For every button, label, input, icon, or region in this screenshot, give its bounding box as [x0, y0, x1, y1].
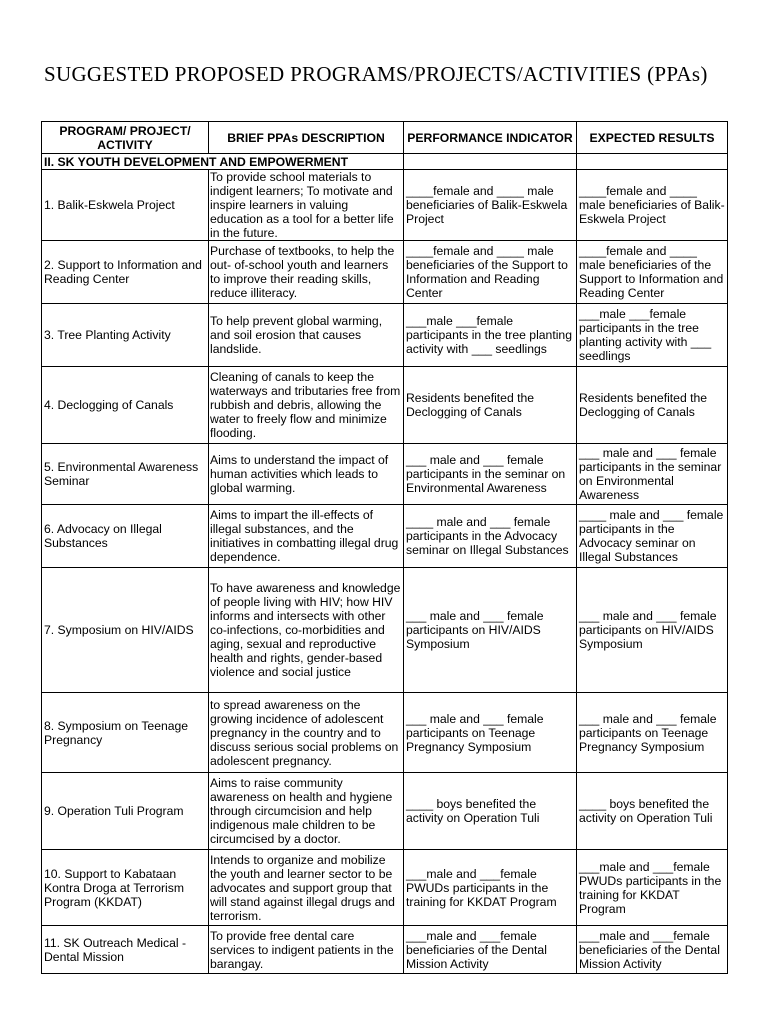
table-row	[42, 568, 728, 693]
program-cell: 2. Support to Information and Reading Center	[42, 241, 209, 304]
program-cell: 10. Support to Kabataan Kontra Droga at Terrorism Program (KKDAT)	[42, 850, 209, 926]
header-indicator: PERFORMANCE INDICATOR	[404, 122, 577, 154]
results-cell: ___male ___female participants in the tree planting activity with ___ seedlings	[577, 304, 728, 367]
results-cell: ___ male and ___ female participants in the seminar on Environmental Awareness	[577, 444, 728, 505]
indicator-cell: ___ male and ___ female participants in the seminar on Environmental Awareness	[404, 444, 577, 505]
indicator-cell: ____ male and ___ female participants in the Advocacy seminar on Illegal Substances	[404, 505, 577, 568]
table-row	[42, 505, 728, 568]
results-cell: ___male and ___female beneficiaries of the Dental Mission Activity	[577, 926, 728, 974]
table-row	[42, 367, 728, 444]
section-heading: II. SK YOUTH DEVELOPMENT AND EMPOWERMENT	[42, 154, 209, 170]
program-cell: 3. Tree Planting Activity	[42, 304, 209, 367]
results-cell: ____ boys benefited the activity on Operation Tuli	[577, 773, 728, 850]
program-cell: 11. SK Outreach Medical - Dental Mission	[42, 926, 209, 974]
program-cell: 5. Environmental Awareness Seminar	[42, 444, 209, 505]
description-cell: Cleaning of canals to keep the waterways and tributaries free from rubbish and debris, allowing the water to freely flow and minimize flooding.	[209, 367, 404, 444]
header-program: PROGRAM/ PROJECT/ ACTIVITY	[42, 122, 209, 154]
table-row	[42, 693, 728, 773]
description-cell: Purchase of textbooks, to help the out- of-school youth and learners to improve their reading skills, reduce illiteracy.	[209, 241, 404, 304]
table-row	[42, 926, 728, 974]
table-row	[42, 241, 728, 304]
table-header-row	[42, 122, 728, 154]
table-row	[42, 773, 728, 850]
description-cell: Aims to raise community awareness on health and hygiene through circumcision and help indigenous male children to be circumcised by a doctor.	[209, 773, 404, 850]
section-empty-cell	[404, 154, 577, 170]
table-row	[42, 304, 728, 367]
indicator-cell: ___male and ___female PWUDs participants in the training for KKDAT Program	[404, 850, 577, 926]
results-cell: ___ male and ___ female participants on Teenage Pregnancy Symposium	[577, 693, 728, 773]
description-cell: To help prevent global warming, and soil erosion that causes landslide.	[209, 304, 404, 367]
description-cell: To have awareness and knowledge of people living with HIV; how HIV informs and intersects with other co-infections, co-morbidities and aging, sexual and reproductive health and rights, gender-based violence and social justice	[209, 568, 404, 693]
page-title: SUGGESTED PROPOSED PROGRAMS/PROJECTS/ACTIVITIES (PPAs)	[44, 62, 708, 86]
indicator-cell: ____ boys benefited the activity on Operation Tuli	[404, 773, 577, 850]
table-row	[42, 170, 728, 241]
indicator-cell: ___ male and ___ female participants on HIV/AIDS Symposium	[404, 568, 577, 693]
results-cell: ____female and ____ male beneficiaries of Balik-Eskwela Project	[577, 170, 728, 241]
results-cell: ___ male and ___ female participants on HIV/AIDS Symposium	[577, 568, 728, 693]
program-cell: 7. Symposium on HIV/AIDS	[42, 568, 209, 693]
results-cell: ____ male and ___ female participants in the Advocacy seminar on Illegal Substances	[577, 505, 728, 568]
description-cell: Intends to organize and mobilize the youth and learner sector to be advocates and support group that will stand against illegal drugs and terrorism.	[209, 850, 404, 926]
program-cell: 9. Operation Tuli Program	[42, 773, 209, 850]
description-cell: To provide school materials to indigent learners; To motivate and inspire learners in valuing education as a tool for a better life in the future.	[209, 170, 404, 241]
header-results: EXPECTED RESULTS	[577, 122, 728, 154]
results-cell: ___male and ___female PWUDs participants in the training for KKDAT Program	[577, 850, 728, 926]
indicator-cell: ___ male and ___ female participants on Teenage Pregnancy Symposium	[404, 693, 577, 773]
description-cell: to spread awareness on the growing incidence of adolescent pregnancy in the country and to discuss serious social problems on adolescent pregnancy.	[209, 693, 404, 773]
program-cell: 4. Declogging of Canals	[42, 367, 209, 444]
indicator-cell: ____female and ____ male beneficiaries of Balik-Eskwela Project	[404, 170, 577, 241]
indicator-cell: ____female and ____ male beneficiaries of the Support to Information and Reading Center	[404, 241, 577, 304]
indicator-cell: ___male and ___female beneficiaries of the Dental Mission Activity	[404, 926, 577, 974]
table-row	[42, 444, 728, 505]
indicator-cell: Residents benefited the Declogging of Canals	[404, 367, 577, 444]
program-cell: 1. Balik-Eskwela Project	[42, 170, 209, 241]
ppa-table	[41, 121, 728, 974]
description-cell: To provide free dental care services to indigent patients in the barangay.	[209, 926, 404, 974]
program-cell: 6. Advocacy on Illegal Substances	[42, 505, 209, 568]
table-row	[42, 850, 728, 926]
indicator-cell: ___male ___female participants in the tree planting activity with ___ seedlings	[404, 304, 577, 367]
section-row	[42, 154, 728, 170]
section-empty-cell	[577, 154, 728, 170]
header-description: BRIEF PPAs DESCRIPTION	[209, 122, 404, 154]
results-cell: Residents benefited the Declogging of Canals	[577, 367, 728, 444]
program-cell: 8. Symposium on Teenage Pregnancy	[42, 693, 209, 773]
description-cell: Aims to understand the impact of human activities which leads to global warming.	[209, 444, 404, 505]
description-cell: Aims to impart the ill-effects of illegal substances, and the initiatives in combatting illegal drug dependence.	[209, 505, 404, 568]
results-cell: ____female and ____ male beneficiaries of the Support to Information and Reading Center	[577, 241, 728, 304]
